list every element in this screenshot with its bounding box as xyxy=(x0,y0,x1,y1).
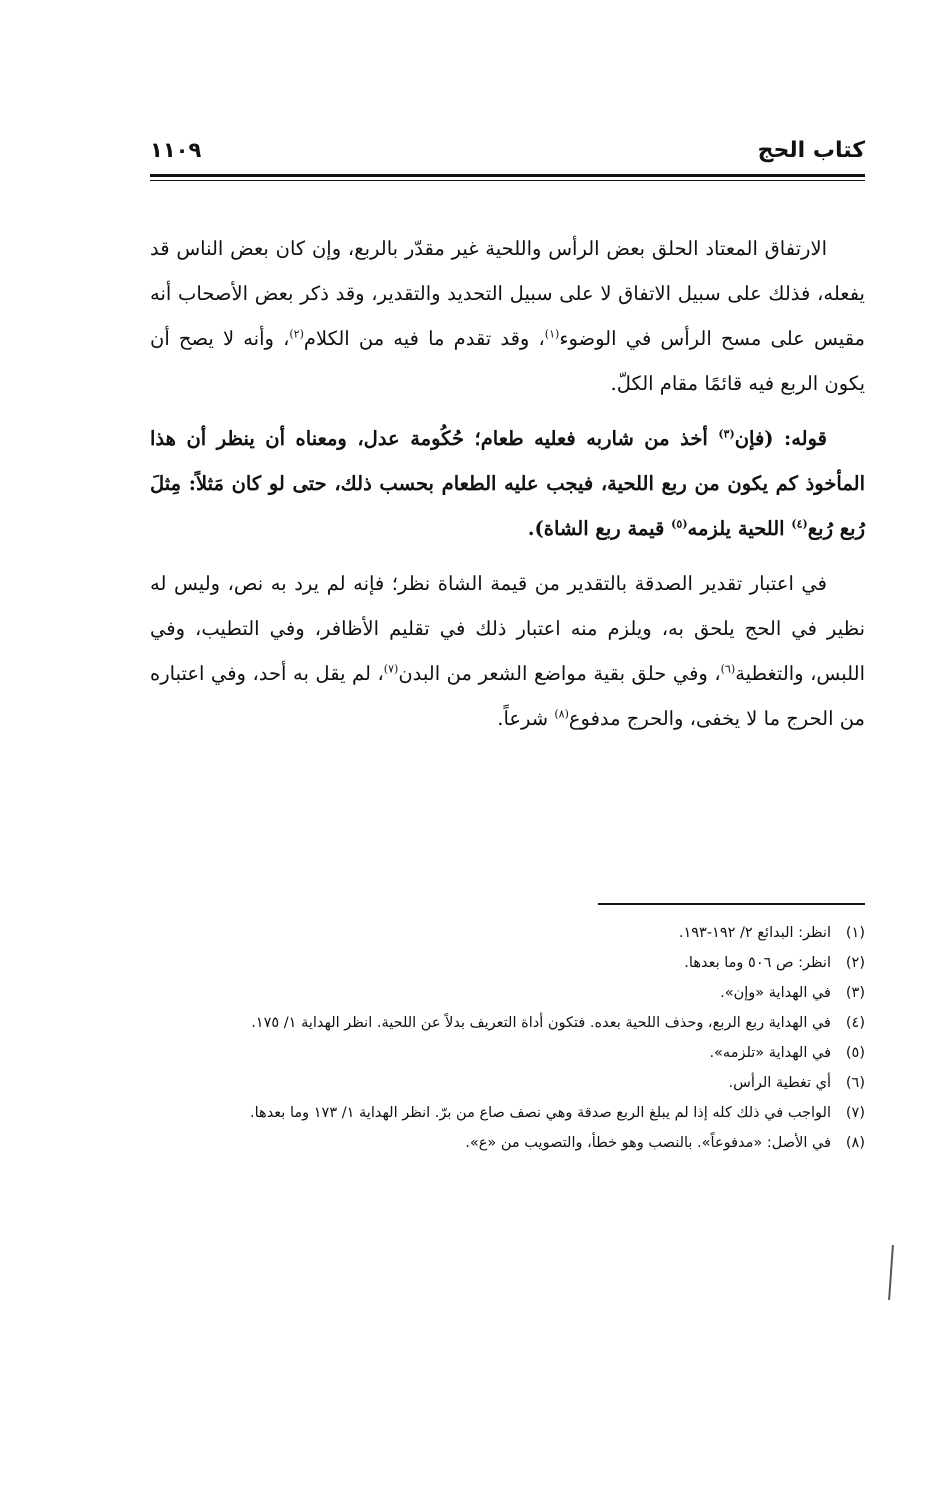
text-run: الارتفاق المعتاد الحلق بعض الرأس واللحية غير مقدّر بالربع، وإن كان بعض الناس قد يفعله، فذلك على سبيل الاتفاق لا على سبيل التحديد والتقدير، وقد ذكر بعض الأصحاب أنه مقيس على مسح الرأس في الوضوء xyxy=(150,237,866,350)
footnote-text: في الهداية «وإن». xyxy=(720,985,831,1001)
footnote-number: (٥) xyxy=(845,1045,865,1061)
footnote-number: (٨) xyxy=(845,1135,865,1151)
footnotes xyxy=(150,918,865,1158)
footnote-reference: (٧) xyxy=(383,662,399,676)
text-run: ، وفي حلق بقية مواضع الشعر من البدن xyxy=(398,662,721,685)
footnote-reference: (١) xyxy=(544,327,560,341)
text-run: في اعتبار تقدير الصدقة بالتقدير من قيمة الشاة نظر؛ فإنه لم يرد به نص، وليس له نظير في الحج يلحق به، ويلزم منه اعتبار ذلك في تقليم الأظافر، وفي التطيب، وفي اللبس، والتغطية xyxy=(150,572,865,685)
header-rule-thick xyxy=(150,174,865,177)
footnote xyxy=(150,978,865,1008)
text-run: قوله: (فإن xyxy=(734,427,828,450)
margin-pencil-mark xyxy=(888,1245,894,1300)
footnote-number: (٦) xyxy=(845,1075,865,1091)
footnote-number: (٢) xyxy=(845,955,865,971)
text-run: ، لم يقل به أحد، وفي اعتباره من الحرج ما لا يخفى، والحرج مدفوع xyxy=(150,662,865,730)
footnote-text: الواجب في ذلك كله إذا لم يبلغ الربع صدقة وهي نصف صاع من برّ. انظر الهداية ١/ ١٧٣ وما بعدها. xyxy=(250,1105,831,1121)
page-number: ١١٠٩ xyxy=(150,138,202,162)
paragraph xyxy=(150,561,865,741)
footnote xyxy=(150,1068,865,1098)
footnote-reference: (٣) xyxy=(718,427,735,441)
footnote-number: (١) xyxy=(845,925,865,941)
footnote-text: في الهداية ربع الربع، وحذف اللحية بعده. فتكون أداة التعريف بدلاً عن اللحية. انظر الهداية ١/ ١٧٥. xyxy=(251,1015,831,1031)
text-run: اللحية يلزمه xyxy=(687,517,792,540)
running-title: كتاب الحج xyxy=(757,138,865,163)
paragraph xyxy=(150,416,865,551)
page-header xyxy=(150,130,865,174)
footnote xyxy=(150,918,865,948)
footnote xyxy=(150,948,865,978)
paragraph xyxy=(150,226,865,406)
footnote-text: انظر: ص ٥٠٦ وما بعدها. xyxy=(684,955,831,971)
footnote xyxy=(150,1128,865,1158)
header-rule-thin xyxy=(150,180,865,181)
text-run: ، وقد تقدم ما فيه من الكلام xyxy=(303,327,545,350)
footnote xyxy=(150,1098,865,1128)
text-run: قيمة ربع الشاة). xyxy=(527,517,672,540)
footnote-text: أي تغطية الرأس. xyxy=(728,1075,831,1091)
footnote-reference: (٤) xyxy=(791,517,808,531)
text-run: شرعاً. xyxy=(497,707,555,730)
text-run: أخذ من شاربه فعليه طعام؛ حُكُومة عدل، ومعناه أن ينظر أن هذا المأخوذ كم يكون من ربع اللحية، فيجب عليه الطعام بحسب ذلك، حتى لو كان مَثلاً: مِثلَ رُبع رُبع xyxy=(150,427,865,540)
text-run: ، وأنه لا يصح أن يكون الربع فيه قائمًا مقام الكلّ. xyxy=(150,327,865,395)
footnote-text: انظر: البدائع ٢/ ١٩٢-١٩٣. xyxy=(678,925,831,941)
footnote-number: (٧) xyxy=(845,1105,865,1121)
footnote-text: في الأصل: «مدفوعاً». بالنصب وهو خطأ، والتصويب من «ع». xyxy=(465,1135,831,1151)
footnote-reference: (٢) xyxy=(289,327,304,341)
footnote-separator xyxy=(598,903,865,905)
footnote-reference: (٦) xyxy=(720,662,736,676)
footnote-number: (٤) xyxy=(845,1015,865,1031)
footnote-reference: (٨) xyxy=(554,707,569,721)
footnote xyxy=(150,1038,865,1068)
footnote xyxy=(150,1008,865,1038)
footnote-text: في الهداية «تلزمه». xyxy=(709,1045,831,1061)
footnote-reference: (٥) xyxy=(671,517,688,531)
main-text xyxy=(150,226,865,741)
footnote-number: (٣) xyxy=(845,985,865,1001)
